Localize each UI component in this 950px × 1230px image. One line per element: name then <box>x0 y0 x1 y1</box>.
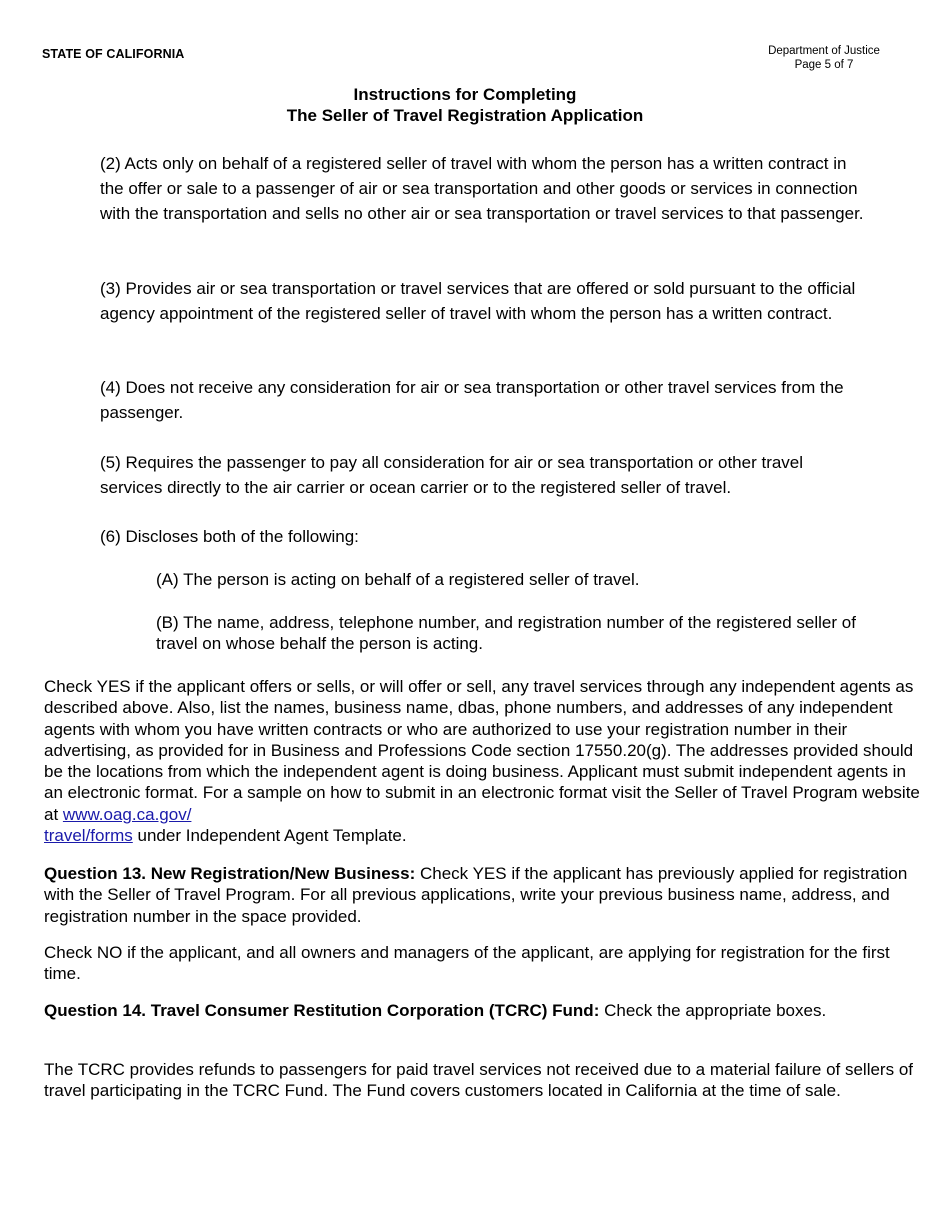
title-line-1: Instructions for Completing <box>353 85 577 104</box>
independent-agents-paragraph <box>44 676 924 846</box>
item-2: (2) Acts only on behalf of a registered seller of travel with whom the person has a written contract in the offer or sale to a passenger of air or sea transportation and other goods or services in connection with the transportation and sells no other air or sea transportation or travel services to that passenger. <box>100 154 864 223</box>
agents-suffix: under Independent Agent Template. <box>132 826 407 846</box>
page-number: Page 5 of 7 <box>794 59 854 71</box>
question-13-text: Check YES if the applicant has previously applied for registration with the Seller of Travel Program. For all previous applications, write your previous business name, address, and registration number in the space provided. <box>44 864 908 926</box>
question-13-paragraph <box>44 863 924 927</box>
item-5: (5) Requires the passenger to pay all consideration for air or sea transportation or other travel services directly to the air carrier or ocean carrier or to the registered seller of travel. <box>100 453 804 497</box>
item-4: (4) Does not receive any consideration for air or sea transportation or other travel services from the passenger. <box>100 378 844 422</box>
sub-item-a: (A) The person is acting on behalf of a registered seller of travel. <box>156 570 640 589</box>
item-3: (3) Provides air or sea transportation or travel services that are offered or sold pursuant to the official agency appointment of the registered seller of travel with whom the person has a written contract. <box>100 279 856 323</box>
question-13-heading: Question 13. New Registration/New Business: <box>44 864 416 883</box>
document-title <box>0 84 930 126</box>
question-13-no-paragraph: Check NO if the applicant, and all owners and managers of the applicant, are applying for registration for the first time. <box>44 943 890 984</box>
agents-text: Check YES if the applicant offers or sells, or will offer or sell, any travel services through any independent agents as described above. Also, list the names, business name, dbas, phone numbers, and addresses of any independent agents with whom you have written contracts or who are authorized to use your registration number in their advertising, as provided for in Business and Professions Code section 17550.20(g). The addresses provided should be the locations from which the independent agent is doing business. Applicant must submit independent agents in an electronic format. For a sample on how to submit in an electronic format visit the Seller of Travel Program website at <box>44 677 920 824</box>
question-14-heading: Question 14. Travel Consumer Restitution Corporation (TCRC) Fund: <box>44 1001 600 1020</box>
state-label: STATE OF CALIFORNIA <box>42 47 185 61</box>
sub-item-b: (B) The name, address, telephone number, and registration number of the registered seller of travel on whose behalf the person is acting. <box>156 613 856 653</box>
question-14-paragraph <box>44 1000 924 1021</box>
tcrc-paragraph: The TCRC provides refunds to passengers for paid travel services not received due to a material failure of sellers of travel participating in the TCRC Fund. The Fund covers customers located in California at the time of sale. <box>44 1060 913 1101</box>
forms-link-line-1: www.oag.ca.gov/ <box>62 804 192 824</box>
item-6: (6) Discloses both of the following: <box>100 527 359 546</box>
question-14-text: Check the appropriate boxes. <box>599 1001 827 1020</box>
title-line-2: The Seller of Travel Registration Application <box>286 106 644 125</box>
department-label: Department of Justice <box>768 45 880 57</box>
page-header-right <box>744 44 904 72</box>
forms-link-line-2: travel/forms <box>44 826 133 846</box>
